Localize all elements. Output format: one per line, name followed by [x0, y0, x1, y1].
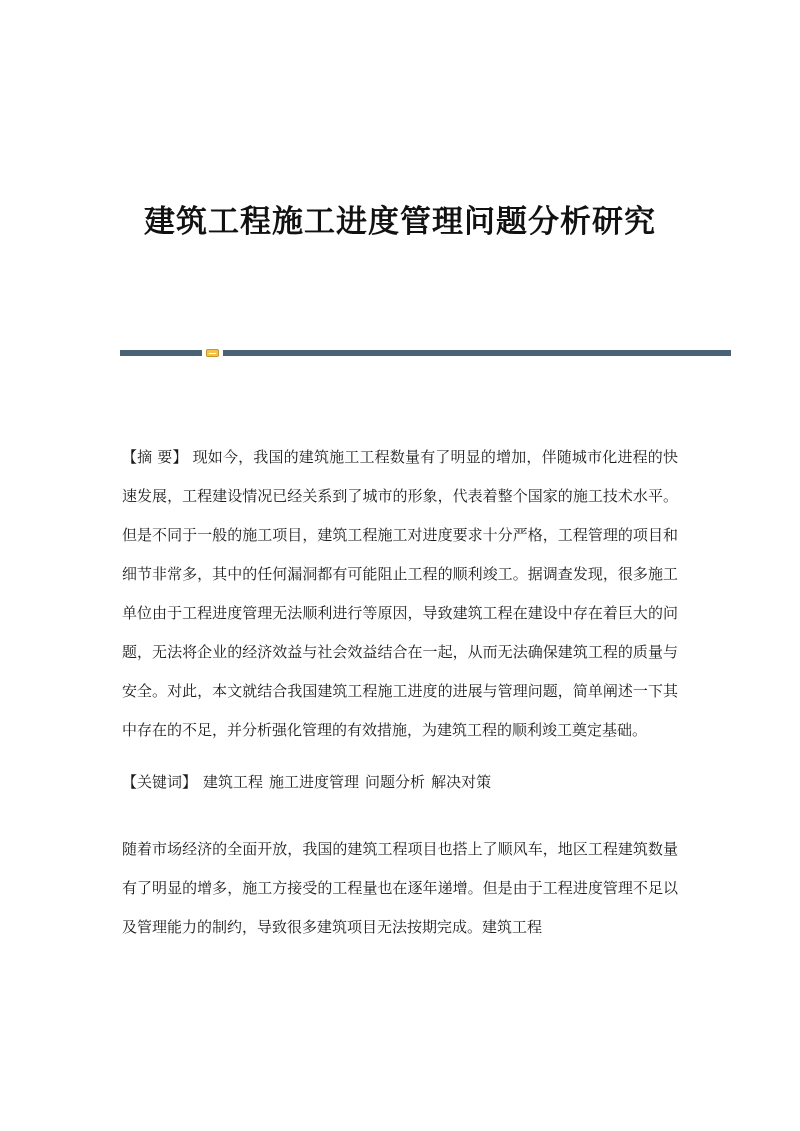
divider-bar-right — [223, 350, 731, 356]
divider-emblem-icon — [206, 349, 219, 357]
keywords-line — [122, 763, 678, 802]
keyword: 问题分析 — [365, 773, 426, 791]
title-divider — [120, 349, 731, 357]
document-title: 建筑工程施工进度管理问题分析研究 — [144, 204, 656, 240]
keywords-label: 【关键词】 — [122, 773, 198, 791]
divider-bar-left — [120, 350, 202, 356]
keyword: 建筑工程 — [203, 773, 264, 791]
keyword: 解决对策 — [431, 773, 492, 791]
keyword: 施工进度管理 — [269, 773, 360, 791]
document-body — [122, 438, 678, 947]
abstract-label: 【摘 要】 — [122, 448, 188, 466]
abstract-text: 现如今，我国的建筑施工工程数量有了明显的增加，伴随城市化进程的快速发展，工程建设情况已经关系到了城市的形象，代表着整个国家的施工技术水平。但是不同于一般的施工项目，建筑工程施工对进度要求十分严格，工程管理的项目和细节非常多，其中的任何漏洞都有可能阻止工程的顺利竣工。据调查发现，很多施工单位由于工程进度管理无法顺利进行等原因，导致建筑工程在建设中存在着巨大的问题，无法将企业的经济效益与社会效益结合在一起，从而无法确保建筑工程的质量与安全。对此，本文就结合我国建筑工程施工进度的进展与管理问题，简单阐述一下其中存在的不足，并分析强化管理的有效措施，为建筑工程的顺利竣工奠定基础。 — [122, 448, 678, 739]
abstract-paragraph — [122, 438, 678, 750]
body-paragraph: 随着市场经济的全面开放，我国的建筑工程项目也搭上了顺风车，地区工程建筑数量有了明显的增多，施工方接受的工程量也在逐年递增。但是由于工程进度管理不足以及管理能力的制约，导致很多建筑项目无法按期完成。建筑工程 — [122, 840, 678, 936]
